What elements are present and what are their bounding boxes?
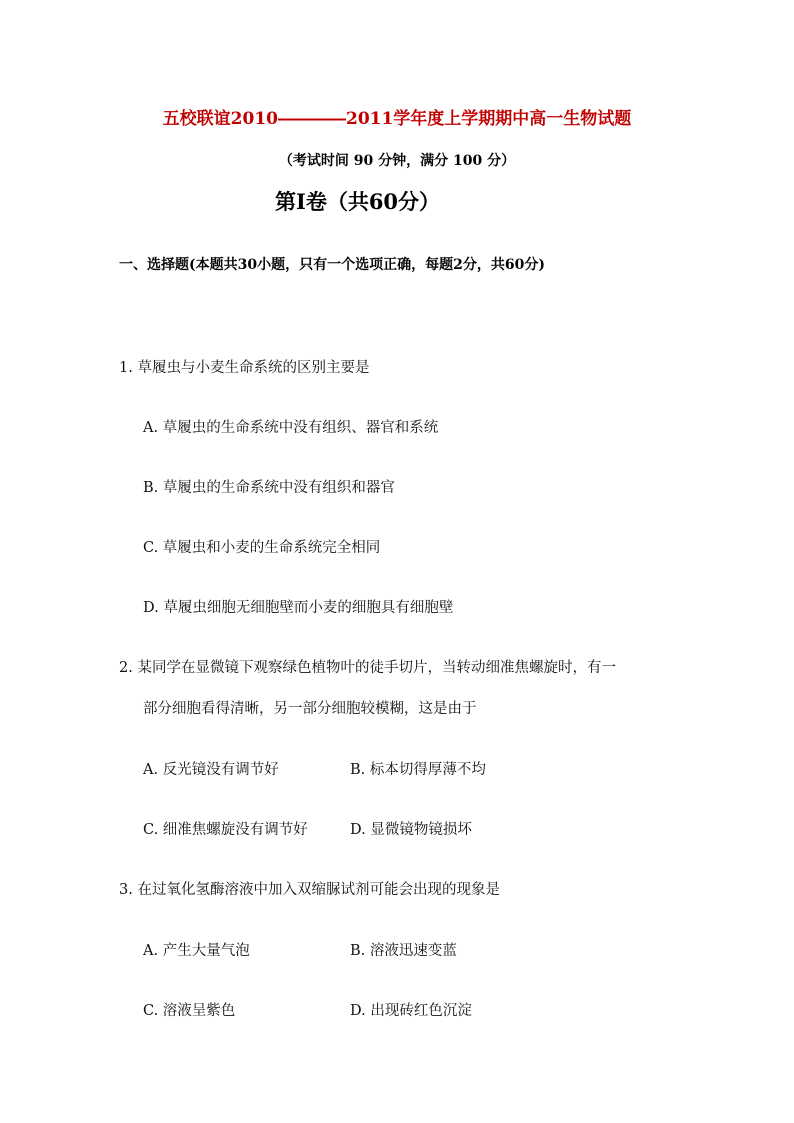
question-2-stem-line-2: 部分细胞看得清晰，另一部分细胞较模糊，这是由于 bbox=[143, 701, 477, 717]
question-2-option-b: B. 标本切得厚薄不均 bbox=[350, 762, 486, 778]
question-1-option-d: D. 草履虫细胞无细胞壁而小麦的细胞具有细胞壁 bbox=[143, 600, 454, 616]
question-1-option-c: C. 草履虫和小麦的生命系统完全相同 bbox=[143, 540, 381, 556]
question-3-option-d: D. 出现砖红色沉淀 bbox=[350, 1003, 472, 1019]
section-heading: 一、选择题(本题共30小题，只有一个选项正确，每题2分，共60分) bbox=[119, 257, 545, 273]
exam-title: 五校联谊2010――――2011学年度上学期期中高一生物试题 bbox=[162, 109, 632, 129]
question-3-option-b: B. 溶液迅速变蓝 bbox=[350, 943, 457, 959]
question-3-option-a: A. 产生大量气泡 bbox=[143, 943, 250, 959]
question-3-stem: 3. 在过氧化氢酶溶液中加入双缩脲试剂可能会出现的现象是 bbox=[119, 882, 500, 898]
exam-subtitle: （考试时间 90 分钟，满分 100 分） bbox=[278, 153, 516, 169]
question-1-stem: 1. 草履虫与小麦生命系统的区别主要是 bbox=[119, 360, 370, 376]
question-2-option-d: D. 显微镜物镜损坏 bbox=[350, 822, 472, 838]
question-1-option-a: A. 草履虫的生命系统中没有组织、器官和系统 bbox=[143, 420, 439, 436]
question-2-stem-line-1: 2. 某同学在显微镜下观察绿色植物叶的徒手切片，当转动细准焦螺旋时，有一 bbox=[119, 660, 616, 676]
question-2-option-a: A. 反光镜没有调节好 bbox=[143, 762, 279, 778]
question-3-option-c: C. 溶液呈紫色 bbox=[143, 1003, 236, 1019]
part-heading: 第Ⅰ卷（共60分） bbox=[275, 189, 441, 214]
question-1-option-b: B. 草履虫的生命系统中没有组织和器官 bbox=[143, 480, 395, 496]
question-2-option-c: C. 细准焦螺旋没有调节好 bbox=[143, 822, 308, 838]
